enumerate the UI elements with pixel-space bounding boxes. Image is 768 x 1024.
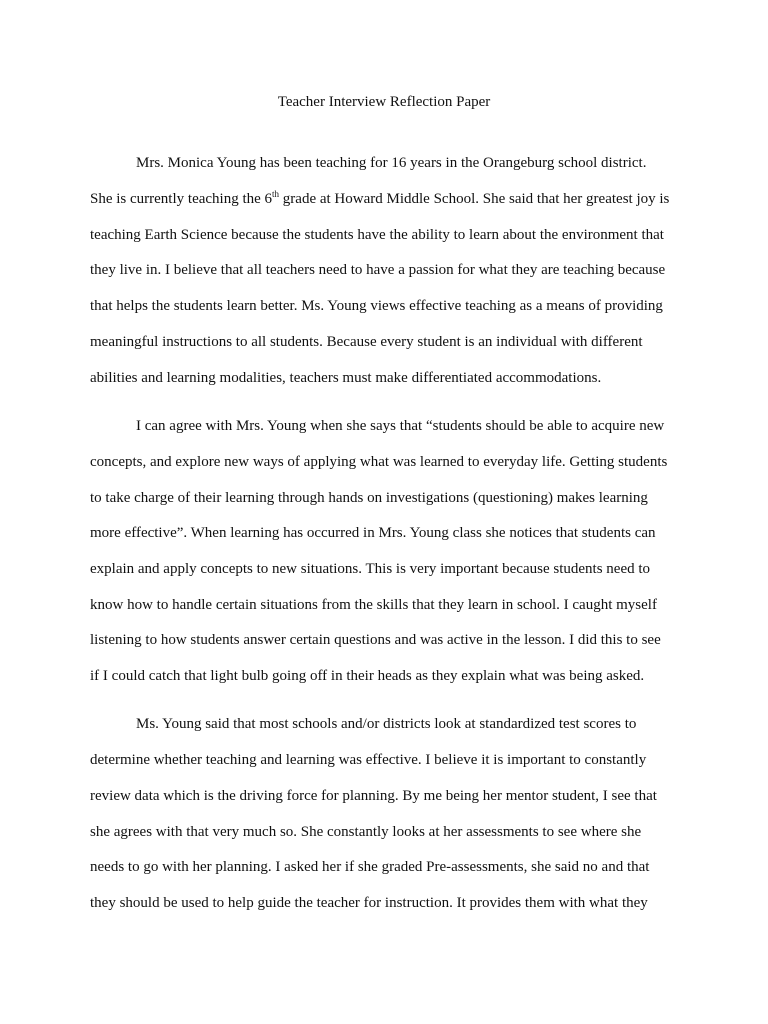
paragraph-3-line-2: determine whether teaching and learning was effective. I believe it is important to constantly (90, 752, 647, 768)
paragraph-2-line-2: concepts, and explore new ways of applying what was learned to everyday life. Getting students (90, 454, 668, 470)
page-title: Teacher Interview Reflection Paper (277, 94, 491, 110)
paragraph-2-line-4: more effective”. When learning has occurred in Mrs. Young class she notices that students can (90, 525, 656, 541)
text-segment: grade at Howard Middle School. She said that her greatest joy is (279, 191, 670, 207)
ordinal-superscript: th (272, 189, 280, 199)
paragraph-1-line-5: that helps the students learn better. Ms. Young views effective teaching as a means of providing (90, 298, 663, 314)
paragraph-1-line-2 (90, 189, 669, 209)
paragraph-1-line-3: teaching Earth Science because the students have the ability to learn about the environment that (90, 227, 664, 243)
text-segment: She is currently teaching the 6 (90, 191, 273, 207)
paragraph-1-line-7: abilities and learning modalities, teachers must make differentiated accommodations. (90, 370, 602, 386)
paragraph-2-line-7: listening to how students answer certain questions and was active in the lesson. I did this to see (90, 632, 661, 648)
paragraph-1-line-1: Mrs. Monica Young has been teaching for 16 years in the Orangeburg school district. (136, 155, 647, 171)
paragraph-2-line-1: I can agree with Mrs. Young when she says that “students should be able to acquire new (136, 418, 665, 434)
paragraph-2-line-6: know how to handle certain situations from the skills that they learn in school. I caught myself (90, 597, 657, 613)
paragraph-3-line-5: needs to go with her planning. I asked her if she graded Pre-assessments, she said no and that (90, 859, 650, 875)
paragraph-2-line-3: to take charge of their learning through hands on investigations (questioning) makes learning (90, 490, 648, 506)
paragraph-1-line-4: they live in. I believe that all teachers need to have a passion for what they are teaching because (90, 262, 666, 278)
paragraph-3-line-4: she agrees with that very much so. She constantly looks at her assessments to see where she (90, 824, 642, 840)
paragraph-3-line-6: they should be used to help guide the teacher for instruction. It provides them with what they (90, 895, 648, 911)
paragraph-2-line-5: explain and apply concepts to new situations. This is very important because students need to (90, 561, 651, 577)
paragraph-3-line-1: Ms. Young said that most schools and/or districts look at standardized test scores to (136, 716, 637, 732)
paragraph-3-line-3: review data which is the driving force for planning. By me being her mentor student, I see that (90, 788, 657, 804)
paragraph-2-line-8: if I could catch that light bulb going off in their heads as they explain what was being asked. (90, 668, 645, 684)
paragraph-1-line-6: meaningful instructions to all students. Because every student is an individual with different (90, 334, 643, 350)
